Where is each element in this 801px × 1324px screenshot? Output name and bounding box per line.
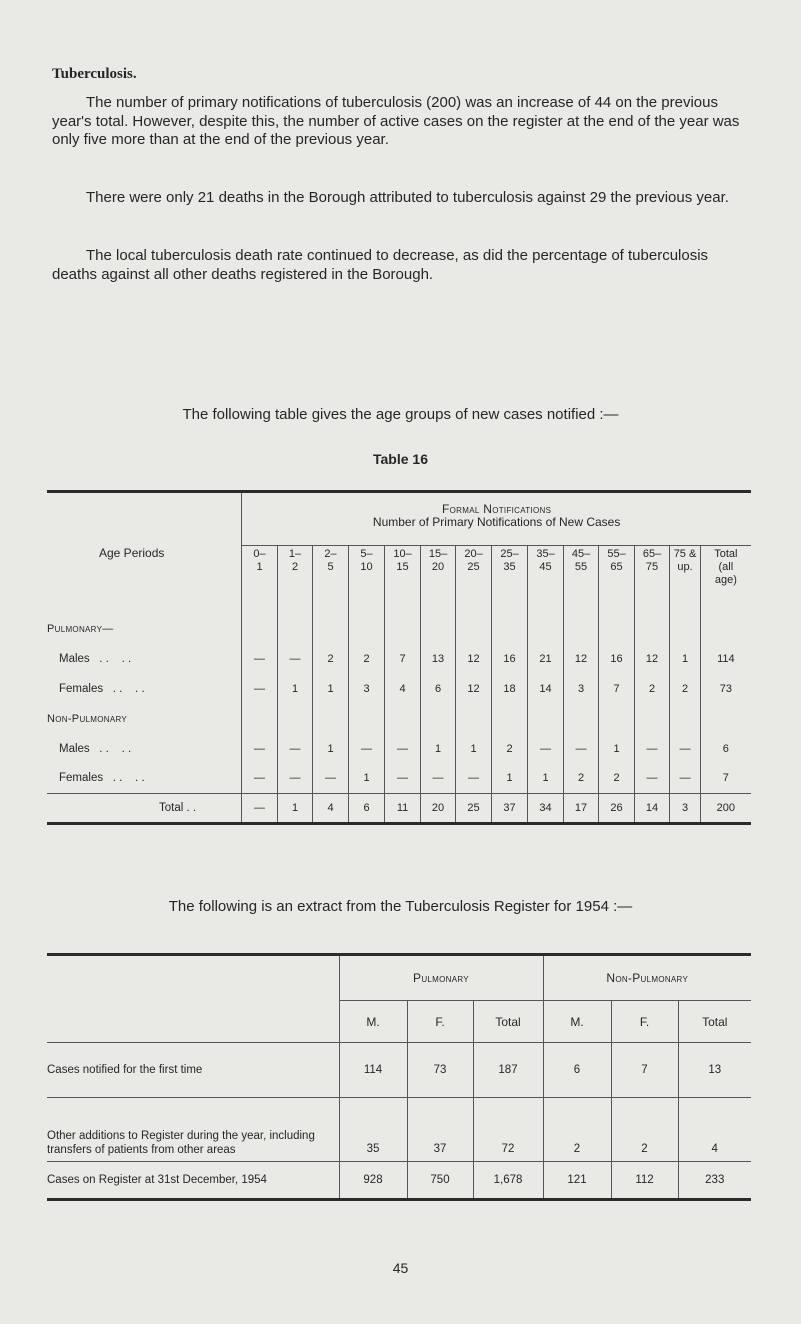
empty-cell bbox=[528, 704, 564, 734]
paragraph-3: The local tuberculosis death rate continued to decrease, as did the percentage of tuberculosis deaths against all other deaths registered in the Borough. bbox=[52, 247, 709, 283]
empty-cell bbox=[348, 614, 385, 644]
age-column-header: 1– 2 bbox=[277, 546, 313, 614]
empty-cell bbox=[700, 704, 751, 734]
total-cell: 6 bbox=[348, 794, 385, 824]
register-label-header bbox=[47, 1001, 339, 1043]
empty-cell bbox=[348, 704, 385, 734]
register-cell: 6 bbox=[543, 1043, 611, 1098]
total-row bbox=[47, 794, 751, 824]
empty-cell bbox=[313, 614, 349, 644]
table-cell: 12 bbox=[563, 644, 599, 674]
age-column-header: Total (all age) bbox=[700, 546, 751, 614]
table-cell: 3 bbox=[563, 674, 599, 704]
table-cell: 2 bbox=[563, 764, 599, 794]
row-label-text: Females bbox=[59, 682, 104, 695]
register-cell: 35 bbox=[339, 1098, 407, 1162]
paragraph-1: The number of primary notifications of tuberculosis (200) was an increase of 44 on the previous year's total. However, despite this, the number of active cases on the register at the end of the year was only five more than at the end of the previous year. bbox=[52, 94, 740, 148]
table-cell: — bbox=[277, 764, 313, 794]
section-heading: Tuberculosis. bbox=[52, 66, 137, 82]
row-label bbox=[47, 764, 242, 794]
age-column-header: 65– 75 bbox=[634, 546, 670, 614]
table-cell: 1 bbox=[313, 734, 349, 764]
page-number: 45 bbox=[392, 1260, 409, 1276]
total-cell: 11 bbox=[385, 794, 421, 824]
table-cell: 7 bbox=[599, 674, 635, 704]
empty-cell bbox=[599, 704, 635, 734]
table-16 bbox=[47, 490, 751, 825]
age-column-header: 45– 55 bbox=[563, 546, 599, 614]
section-label: Pulmonary— bbox=[47, 622, 114, 635]
table-cell: — bbox=[242, 734, 278, 764]
total-cell: 20 bbox=[420, 794, 456, 824]
register-intro: The following is an extract from the Tuberculosis Register for 1954 :— bbox=[168, 898, 633, 915]
register-row bbox=[47, 1162, 751, 1200]
total-cell: 1 bbox=[277, 794, 313, 824]
table-cell: — bbox=[563, 734, 599, 764]
total-label bbox=[47, 794, 242, 824]
row-label bbox=[47, 644, 242, 674]
table-cell: 1 bbox=[491, 764, 528, 794]
row-label-text: Females bbox=[59, 772, 104, 785]
table-cell: 2 bbox=[634, 674, 670, 704]
register-cell: 233 bbox=[678, 1162, 751, 1200]
empty-cell bbox=[242, 704, 278, 734]
table-cell: — bbox=[348, 734, 385, 764]
empty-cell bbox=[420, 704, 456, 734]
table-cell: 18 bbox=[491, 674, 528, 704]
age-column-header: 20– 25 bbox=[456, 546, 492, 614]
register-corner bbox=[47, 955, 339, 1001]
register-row bbox=[47, 1098, 751, 1162]
formal-notifications-title: Formal Notifications bbox=[442, 502, 552, 516]
total-cell: 26 bbox=[599, 794, 635, 824]
table-cell: 6 bbox=[420, 674, 456, 704]
total-cell: 200 bbox=[700, 794, 751, 824]
total-label-text: Total bbox=[159, 802, 184, 814]
empty-cell bbox=[599, 614, 635, 644]
age-column-header: 35– 45 bbox=[528, 546, 564, 614]
paragraph-2: There were only 21 deaths in the Borough attributed to tuberculosis against 29 the previous year. bbox=[86, 189, 729, 206]
table-cell: — bbox=[242, 644, 278, 674]
register-sub-header: F. bbox=[407, 1001, 473, 1043]
table-cell: 12 bbox=[456, 674, 492, 704]
age-column-header: 2– 5 bbox=[313, 546, 349, 614]
pulmonary-group-header: Pulmonary bbox=[339, 955, 543, 1001]
table-cell: — bbox=[528, 734, 564, 764]
table-cell: — bbox=[670, 734, 700, 764]
table-cell: — bbox=[242, 764, 278, 794]
table16-intro: The following table gives the age groups of new cases notified :— bbox=[182, 406, 619, 423]
table-cell: — bbox=[385, 734, 421, 764]
register-table bbox=[47, 953, 751, 1201]
table-cell: — bbox=[456, 764, 492, 794]
table-cell: 1 bbox=[420, 734, 456, 764]
table-cell: 2 bbox=[348, 644, 385, 674]
table-cell: 1 bbox=[599, 734, 635, 764]
empty-cell bbox=[634, 614, 670, 644]
table-cell: 16 bbox=[491, 644, 528, 674]
table-cell: 7 bbox=[700, 764, 751, 794]
age-column-header: 10– 15 bbox=[385, 546, 421, 614]
table-cell: 12 bbox=[456, 644, 492, 674]
register-row-label: Other additions to Register during the year, including transfers of patients from other areas bbox=[47, 1098, 339, 1162]
register-body bbox=[47, 1043, 751, 1200]
register-cell: 2 bbox=[611, 1098, 678, 1162]
table-cell: 1 bbox=[313, 674, 349, 704]
empty-cell bbox=[491, 614, 528, 644]
table-cell: 4 bbox=[385, 674, 421, 704]
table-cell: 16 bbox=[599, 644, 635, 674]
table16-title: Table 16 bbox=[373, 451, 428, 467]
non-pulmonary-group-header: Non-Pulmonary bbox=[543, 955, 751, 1001]
total-cell: 4 bbox=[313, 794, 349, 824]
empty-cell bbox=[491, 704, 528, 734]
table-cell: 12 bbox=[634, 644, 670, 674]
total-cell: 25 bbox=[456, 794, 492, 824]
age-column-header: 15– 20 bbox=[420, 546, 456, 614]
register-sub-header: Total bbox=[678, 1001, 751, 1043]
age-column-header: 25– 35 bbox=[491, 546, 528, 614]
table-cell: — bbox=[634, 734, 670, 764]
register-cell: 73 bbox=[407, 1043, 473, 1098]
register-cell: 928 bbox=[339, 1162, 407, 1200]
formal-notifications-header bbox=[242, 492, 751, 546]
register-sub-header: M. bbox=[339, 1001, 407, 1043]
leader-dots: . . . . bbox=[103, 682, 145, 695]
empty-cell bbox=[456, 614, 492, 644]
table-cell: 1 bbox=[670, 644, 700, 674]
empty-cell bbox=[277, 614, 313, 644]
empty-cell bbox=[277, 704, 313, 734]
register-cell: 13 bbox=[678, 1043, 751, 1098]
table-cell: — bbox=[313, 764, 349, 794]
table16-body bbox=[47, 614, 751, 824]
empty-cell bbox=[528, 614, 564, 644]
leader-dots: . . . . bbox=[89, 652, 132, 665]
table-cell: 2 bbox=[599, 764, 635, 794]
row-label-text: Males bbox=[59, 742, 90, 755]
register-sub-header: M. bbox=[543, 1001, 611, 1043]
table-cell: 2 bbox=[670, 674, 700, 704]
register-cell: 750 bbox=[407, 1162, 473, 1200]
table-cell: 1 bbox=[277, 674, 313, 704]
empty-cell bbox=[563, 614, 599, 644]
table-cell: — bbox=[670, 764, 700, 794]
table-cell: — bbox=[385, 764, 421, 794]
table-cell: — bbox=[277, 644, 313, 674]
total-cell: 14 bbox=[634, 794, 670, 824]
empty-cell bbox=[385, 704, 421, 734]
age-column-header: 55– 65 bbox=[599, 546, 635, 614]
table-row bbox=[47, 764, 751, 794]
age-column-header: 5– 10 bbox=[348, 546, 385, 614]
age-column-header: 75 & up. bbox=[670, 546, 700, 614]
row-label bbox=[47, 674, 242, 704]
table-row bbox=[47, 674, 751, 704]
section-row bbox=[47, 704, 751, 734]
section-label: Non-Pulmonary bbox=[47, 712, 128, 725]
age-periods-header: Age Periods bbox=[99, 546, 165, 561]
register-cell: 7 bbox=[611, 1043, 678, 1098]
register-cell: 2 bbox=[543, 1098, 611, 1162]
register-cell: 4 bbox=[678, 1098, 751, 1162]
table-cell: 7 bbox=[385, 644, 421, 674]
table-cell: 1 bbox=[348, 764, 385, 794]
register-cell: 1,678 bbox=[473, 1162, 543, 1200]
register-cell: 121 bbox=[543, 1162, 611, 1200]
register-cell: 114 bbox=[339, 1043, 407, 1098]
total-cell: 37 bbox=[491, 794, 528, 824]
age-column-header: 0– 1 bbox=[242, 546, 278, 614]
table-cell: 2 bbox=[313, 644, 349, 674]
empty-cell bbox=[563, 704, 599, 734]
table-cell: 73 bbox=[700, 674, 751, 704]
table-cell: 14 bbox=[528, 674, 564, 704]
empty-cell bbox=[670, 614, 700, 644]
empty-cell bbox=[313, 704, 349, 734]
table-cell: 114 bbox=[700, 644, 751, 674]
total-cell: 3 bbox=[670, 794, 700, 824]
register-sub-headers bbox=[47, 1001, 751, 1043]
register-sub-header: F. bbox=[611, 1001, 678, 1043]
register-sub-header: Total bbox=[473, 1001, 543, 1043]
row-label-text: Males bbox=[59, 652, 90, 665]
table-cell: 6 bbox=[700, 734, 751, 764]
empty-cell bbox=[700, 614, 751, 644]
empty-cell bbox=[670, 704, 700, 734]
register-cell: 112 bbox=[611, 1162, 678, 1200]
empty-cell bbox=[242, 614, 278, 644]
total-cell: 34 bbox=[528, 794, 564, 824]
row-label bbox=[47, 734, 242, 764]
table-cell: 1 bbox=[456, 734, 492, 764]
table-cell: 21 bbox=[528, 644, 564, 674]
register-cell: 187 bbox=[473, 1043, 543, 1098]
leader-dots: . . . . bbox=[89, 742, 132, 755]
table-cell: — bbox=[277, 734, 313, 764]
register-row-label: Cases notified for the first time bbox=[47, 1043, 339, 1098]
table-cell: — bbox=[634, 764, 670, 794]
leader-dots: . . . . bbox=[103, 772, 145, 785]
section-row bbox=[47, 614, 751, 644]
empty-cell bbox=[456, 704, 492, 734]
table-row bbox=[47, 734, 751, 764]
empty-cell bbox=[385, 614, 421, 644]
empty-cell bbox=[420, 614, 456, 644]
total-cell: — bbox=[242, 794, 278, 824]
table-cell: 13 bbox=[420, 644, 456, 674]
empty-cell bbox=[634, 704, 670, 734]
register-row-label: Cases on Register at 31st December, 1954 bbox=[47, 1162, 339, 1200]
table-cell: 2 bbox=[491, 734, 528, 764]
leader-dots: . . bbox=[183, 802, 197, 814]
table-cell: 3 bbox=[348, 674, 385, 704]
formal-notifications-subtitle: Number of Primary Notifications of New Cases bbox=[372, 515, 621, 529]
register-cell: 72 bbox=[473, 1098, 543, 1162]
total-cell: 17 bbox=[563, 794, 599, 824]
table-row bbox=[47, 644, 751, 674]
table-cell: 1 bbox=[528, 764, 564, 794]
register-row bbox=[47, 1043, 751, 1098]
table-cell: — bbox=[420, 764, 456, 794]
register-cell: 37 bbox=[407, 1098, 473, 1162]
table-cell: — bbox=[242, 674, 278, 704]
